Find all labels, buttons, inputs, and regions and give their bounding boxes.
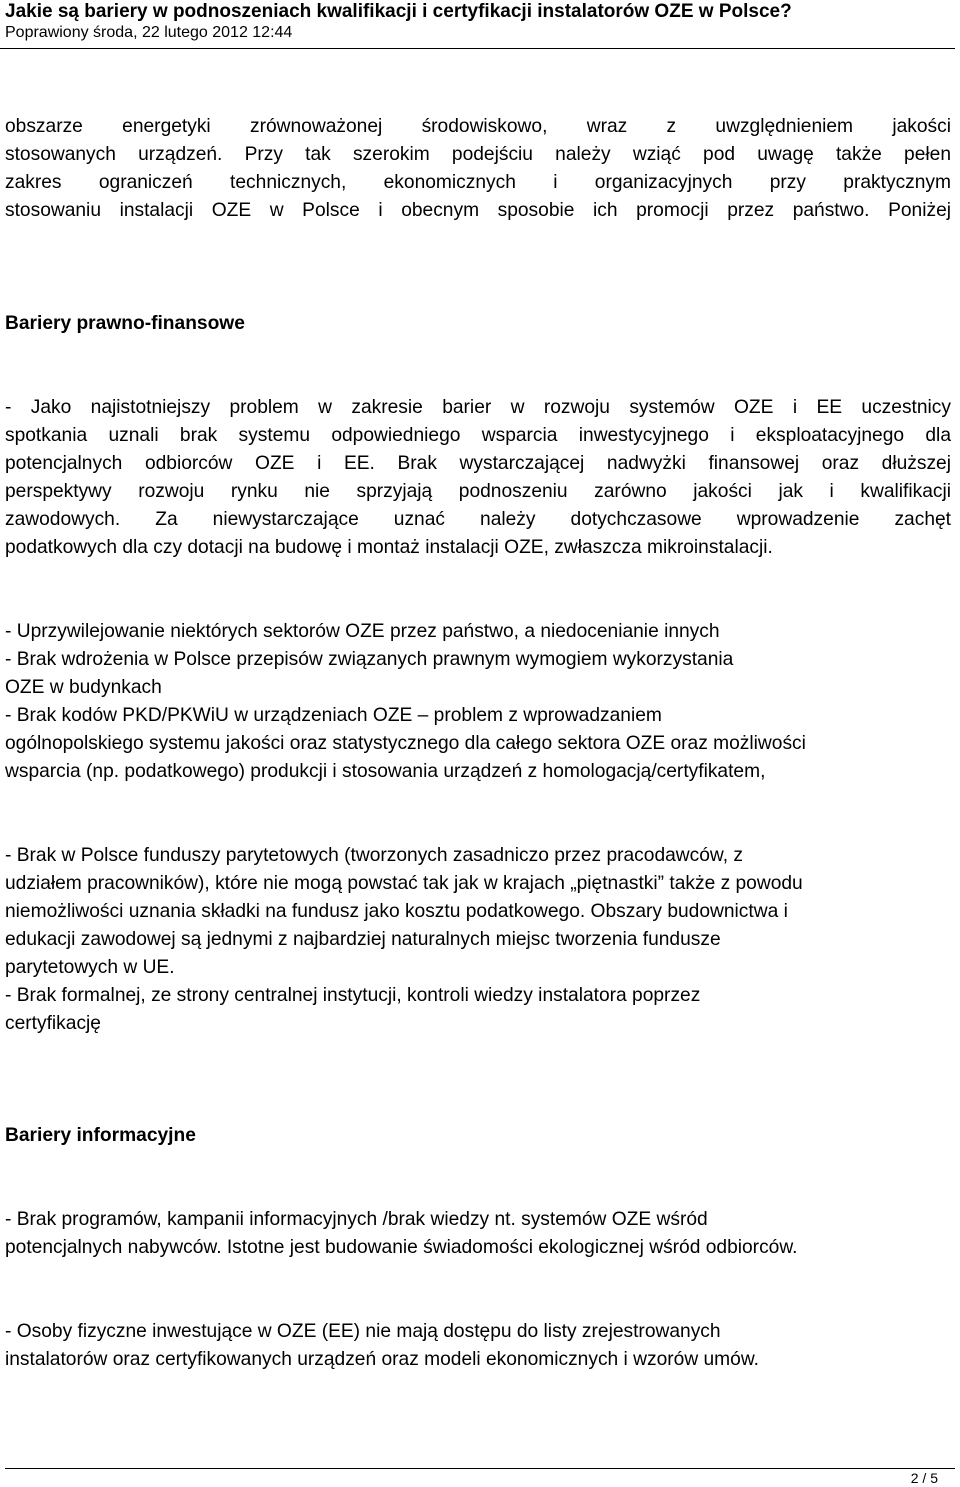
section-heading-legal-financial: Bariery prawno-finansowe bbox=[5, 313, 245, 334]
list-item: niemożliwości uznania składki na fundusz jako kosztu podatkowego. Obszary budownictwa i bbox=[5, 901, 788, 922]
section-heading-information: Bariery informacyjne bbox=[5, 1125, 196, 1146]
list-item: - Brak w Polsce funduszy parytetowych (tworzonych zasadniczo przez pracodawców, z bbox=[5, 845, 743, 866]
intro-line: obszarze energetyki zrównoważonej środowiskowo, wraz z uwzględnieniem jakości bbox=[5, 116, 951, 137]
list-item: wsparcia (np. podatkowego) produkcji i stosowania urządzeń z homologacją/certyfikatem, bbox=[5, 761, 766, 782]
paragraph-line: spotkania uznali brak systemu odpowiedniego wsparcia inwestycyjnego i eksploatacyjnego dla bbox=[5, 425, 951, 446]
paragraph-line: zawodowych. Za niewystarczające uznać należy dotychczasowe wprowadzenie zachęt bbox=[5, 509, 951, 530]
revision-date: Poprawiony środa, 22 lutego 2012 12:44 bbox=[5, 24, 293, 41]
paragraph-line: perspektywy rozwoju rynku nie sprzyjają podnoszeniu zarówno jakości jak i kwalifikacji bbox=[5, 481, 951, 502]
intro-line: stosowaniu instalacji OZE w Polsce i obecnym sposobie ich promocji przez państwo. Poniżej bbox=[5, 200, 951, 221]
list-item: udziałem pracowników), które nie mogą powstać tak jak w krajach „piętnastki” także z powodu bbox=[5, 873, 803, 894]
list-item: OZE w budynkach bbox=[5, 677, 162, 698]
paragraph-line: potencjalnych odbiorców OZE i EE. Brak wystarczającej nadwyżki finansowej oraz dłuższej bbox=[5, 453, 951, 474]
intro-line: stosowanych urządzeń. Przy tak szerokim podejściu należy wziąć pod uwagę także pełen bbox=[5, 144, 951, 165]
list-item: - Brak formalnej, ze strony centralnej instytucji, kontroli wiedzy instalatora poprzez bbox=[5, 985, 701, 1006]
list-item: - Brak wdrożenia w Polsce przepisów związanych prawnym wymogiem wykorzystania bbox=[5, 649, 734, 670]
list-item: - Brak programów, kampanii informacyjnych /brak wiedzy nt. systemów OZE wśród bbox=[5, 1209, 708, 1230]
list-item: - Uprzywilejowanie niektórych sektorów OZE przez państwo, a niedocenianie innych bbox=[5, 621, 720, 642]
paragraph-line: podatkowych dla czy dotacji na budowę i montaż instalacji OZE, zwłaszcza mikroinstalacji. bbox=[5, 537, 773, 558]
list-item: - Brak kodów PKD/PKWiU w urządzeniach OZE – problem z wprowadzaniem bbox=[5, 705, 662, 726]
paragraph-line: - Jako najistotniejszy problem w zakresie barier w rozwoju systemów OZE i EE uczestnicy bbox=[5, 397, 951, 418]
page-number: 2 / 5 bbox=[910, 1470, 938, 1486]
list-item: edukacji zawodowej są jednymi z najbardziej naturalnych miejsc tworzenia fundusze bbox=[5, 929, 721, 950]
list-item: - Osoby fizyczne inwestujące w OZE (EE) nie mają dostępu do listy zrejestrowanych bbox=[5, 1321, 721, 1342]
list-item: ogólnopolskiego systemu jakości oraz statystycznego dla całego sektora OZE oraz możliwości bbox=[5, 733, 806, 754]
list-item: instalatorów oraz certyfikowanych urządzeń oraz modeli ekonomicznych i wzorów umów. bbox=[5, 1349, 759, 1370]
page-header bbox=[5, 0, 960, 43]
list-item: potencjalnych nabywców. Istotne jest budowanie świadomości ekologicznej wśród odbiorców. bbox=[5, 1237, 798, 1258]
document-title: Jakie są bariery w podnoszeniach kwalifikacji i certyfikacji instalatorów OZE w Polsce? bbox=[5, 1, 792, 22]
footer-divider bbox=[5, 1468, 955, 1469]
list-item: parytetowych w UE. bbox=[5, 957, 175, 978]
intro-line: zakres ograniczeń technicznych, ekonomicznych i organizacyjnych przy praktycznym bbox=[5, 172, 951, 193]
header-divider bbox=[0, 48, 955, 49]
list-item: certyfikację bbox=[5, 1013, 101, 1034]
